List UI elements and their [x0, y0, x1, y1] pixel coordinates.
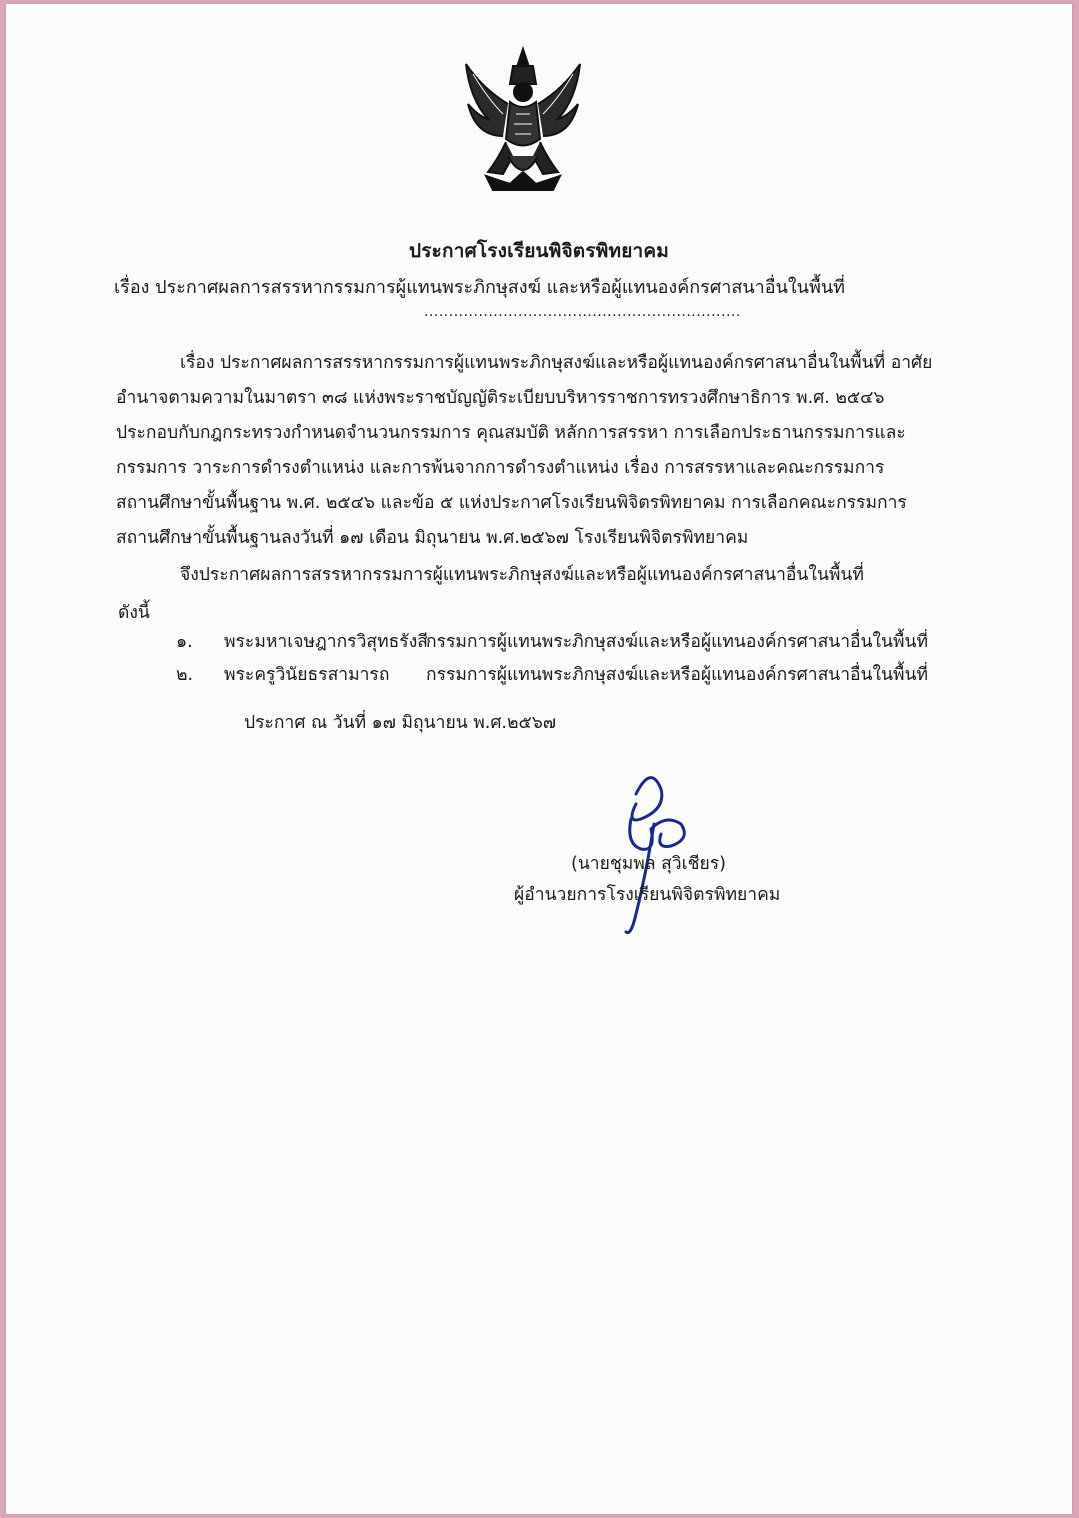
paragraph-line: อำนาจตามความในมาตรา ๓๘ แห่งพระราชบัญญัติระเบียบบริหารราชการทรวงศึกษาธิการ พ.ศ. ๒๕๔๖: [116, 388, 885, 408]
garuda-emblem-icon: [458, 44, 588, 194]
announce-date: ประกาศ ณ วันที่ ๑๗ มิถุนายน พ.ศ.๒๕๖๗: [244, 713, 557, 733]
paragraph-line: ประกอบกับกฎกระทรวงกำหนดจำนวนกรรมการ คุณสมบัติ หลักการสรรหา การเลือกประธานกรรมการและ: [116, 423, 906, 443]
paragraph-line: ดังนี้: [118, 603, 150, 623]
paragraph-line: สถานศึกษาขั้นพื้นฐาน พ.ศ. ๒๕๔๖ และข้อ ๕ แห่งประกาศโรงเรียนพิจิตรพิทยาคม การเลือกคณะกรรมการ: [116, 493, 907, 513]
document-page: [6, 4, 1072, 1514]
item-role: กรรมการผู้แทนพระภิกษุสงฆ์และหรือผู้แทนองค์กรศาสนาอื่นในพื้นที่: [426, 665, 929, 685]
item-name: พระครูวินัยธรสามารถ: [224, 665, 390, 685]
item-name: พระมหาเจษฎากรวิสุทธรังสี: [224, 632, 428, 652]
paragraph-line: จึงประกาศผลการสรรหากรรมการผู้แทนพระภิกษุสงฆ์และหรือผู้แทนองค์กรศาสนาอื่นในพื้นที่: [180, 565, 864, 585]
item-number: ๑.: [176, 632, 193, 652]
signer-name: (นายชุมพล สุวิเชียร): [571, 854, 726, 874]
item-role: กรรมการผู้แทนพระภิกษุสงฆ์และหรือผู้แทนองค์กรศาสนาอื่นในพื้นที่: [426, 632, 929, 652]
document-title: ประกาศโรงเรียนพิจิตรพิทยาคม: [408, 240, 670, 262]
document-subject: เรื่อง ประกาศผลการสรรหากรรมการผู้แทนพระภิกษุสงฆ์ และหรือผู้แทนองค์กรศาสนาอื่นในพื้นที่: [114, 277, 846, 298]
paragraph-line: เรื่อง ประกาศผลการสรรหากรรมการผู้แทนพระภิกษุสงฆ์และหรือผู้แทนองค์กรศาสนาอื่นในพื้นที่ อาศัย: [180, 353, 933, 373]
item-number: ๒.: [176, 665, 194, 685]
divider-dots: ................................................................: [424, 304, 741, 320]
paragraph-line: กรรมการ วาระการดำรงตำแหน่ง และการพ้นจากการดำรงตำแหน่ง เรื่อง การสรรหาและคณะกรรมการ: [116, 458, 885, 478]
paragraph-line: สถานศึกษาขั้นพื้นฐานลงวันที่ ๑๗ เดือน มิถุนายน พ.ศ.๒๕๖๗ โรงเรียนพิจิตรพิทยาคม: [116, 528, 749, 548]
signer-position: ผู้อำนวยการโรงเรียนพิจิตรพิทยาคม: [514, 885, 781, 905]
